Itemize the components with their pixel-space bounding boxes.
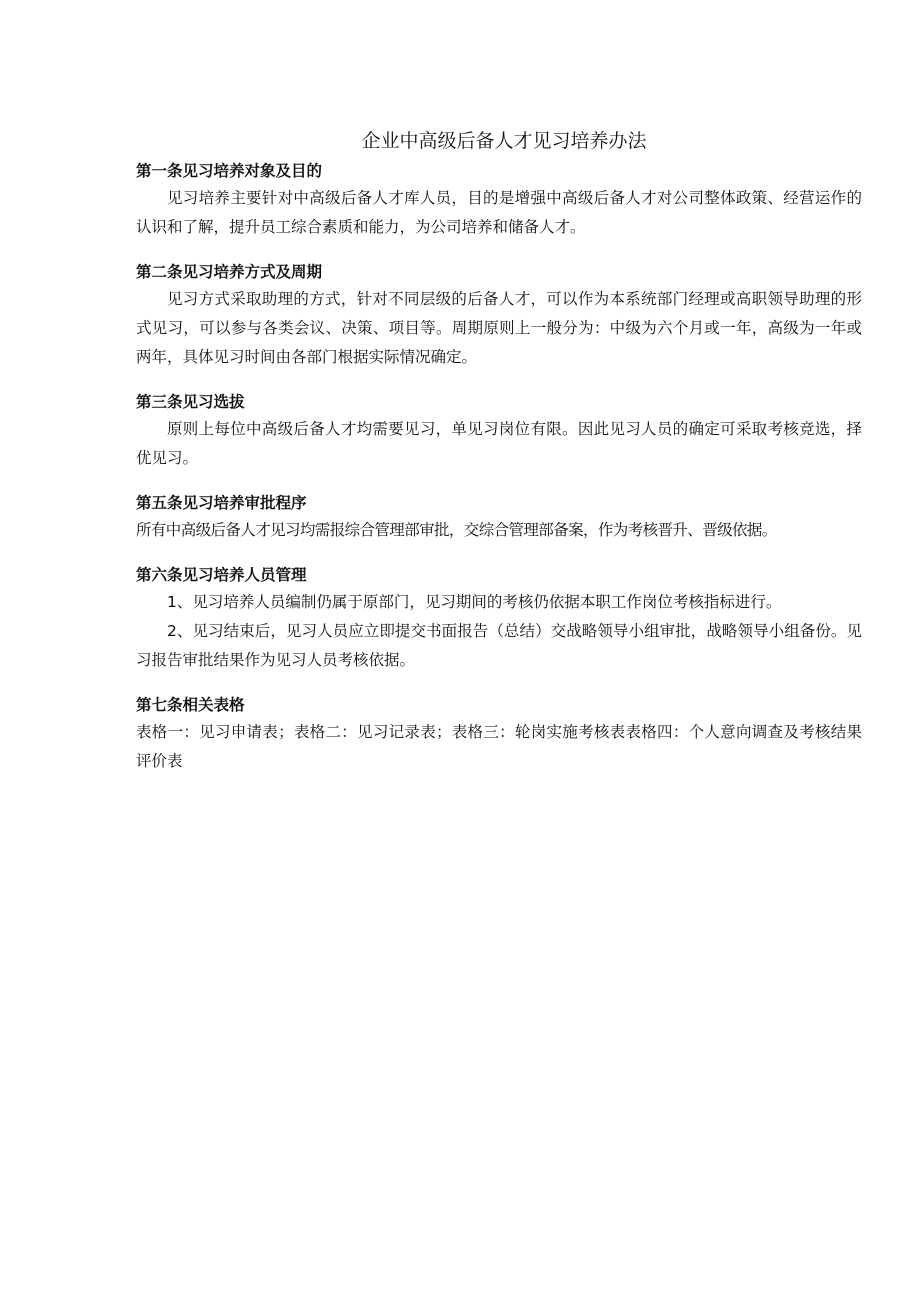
section-heading: 第五条见习培养审批程序 (136, 494, 307, 512)
section-paragraph: 表格一：见习申请表；表格二：见习记录表；表格三：轮岗实施考核表表格四：个人意向调查及考核结果评价表 (136, 723, 862, 770)
section-article-3 (136, 389, 862, 473)
section-paragraph: 所有中高级后备人才见习均需报综合管理部审批，交综合管理部备案，作为考核晋升、晋级依据。 (136, 521, 777, 539)
document-page (136, 126, 862, 793)
section-heading: 第二条见习培养方式及周期 (136, 263, 323, 281)
section-article-6 (136, 562, 862, 675)
section-heading: 第一条见习培养对象及目的 (136, 162, 323, 180)
section-article-5 (136, 490, 862, 545)
section-paragraph: 见习培养主要针对中高级后备人才库人员，目的是增强中高级后备人才对公司整体政策、经营运作的认识和了解，提升员工综合素质和能力，为公司培养和储备人才。 (136, 189, 862, 236)
section-article-1 (136, 158, 862, 242)
section-paragraph: 1、见习培养人员编制仍属于原部门，见习期间的考核仍依据本职工作岗位考核指标进行。 (167, 593, 782, 611)
section-paragraph: 见习方式采取助理的方式，针对不同层级的后备人才，可以作为本系统部门经理或高职领导助理的形式见习，可以参与各类会议、决策、项目等。周期原则上一般分为：中级为六个月或一年，高级为一年或两年，具体见习时间由各部门根据实际情况确定。 (136, 290, 862, 366)
section-heading: 第六条见习培养人员管理 (136, 566, 307, 584)
section-article-2 (136, 259, 862, 372)
section-paragraph: 2、见习结束后，见习人员应立即提交书面报告（总结）交战略领导小组审批，战略领导小组备份。见习报告审批结果作为见习人员考核依据。 (136, 622, 862, 669)
section-heading: 第七条相关表格 (136, 696, 245, 714)
section-paragraph: 原则上每位中高级后备人才均需要见习，单见习岗位有限。因此见习人员的确定可采取考核竞选，择优见习。 (136, 420, 862, 467)
document-title: 企业中高级后备人才见习培养办法 (361, 130, 647, 152)
section-article-7 (136, 692, 862, 776)
section-heading: 第三条见习选拔 (136, 393, 245, 411)
